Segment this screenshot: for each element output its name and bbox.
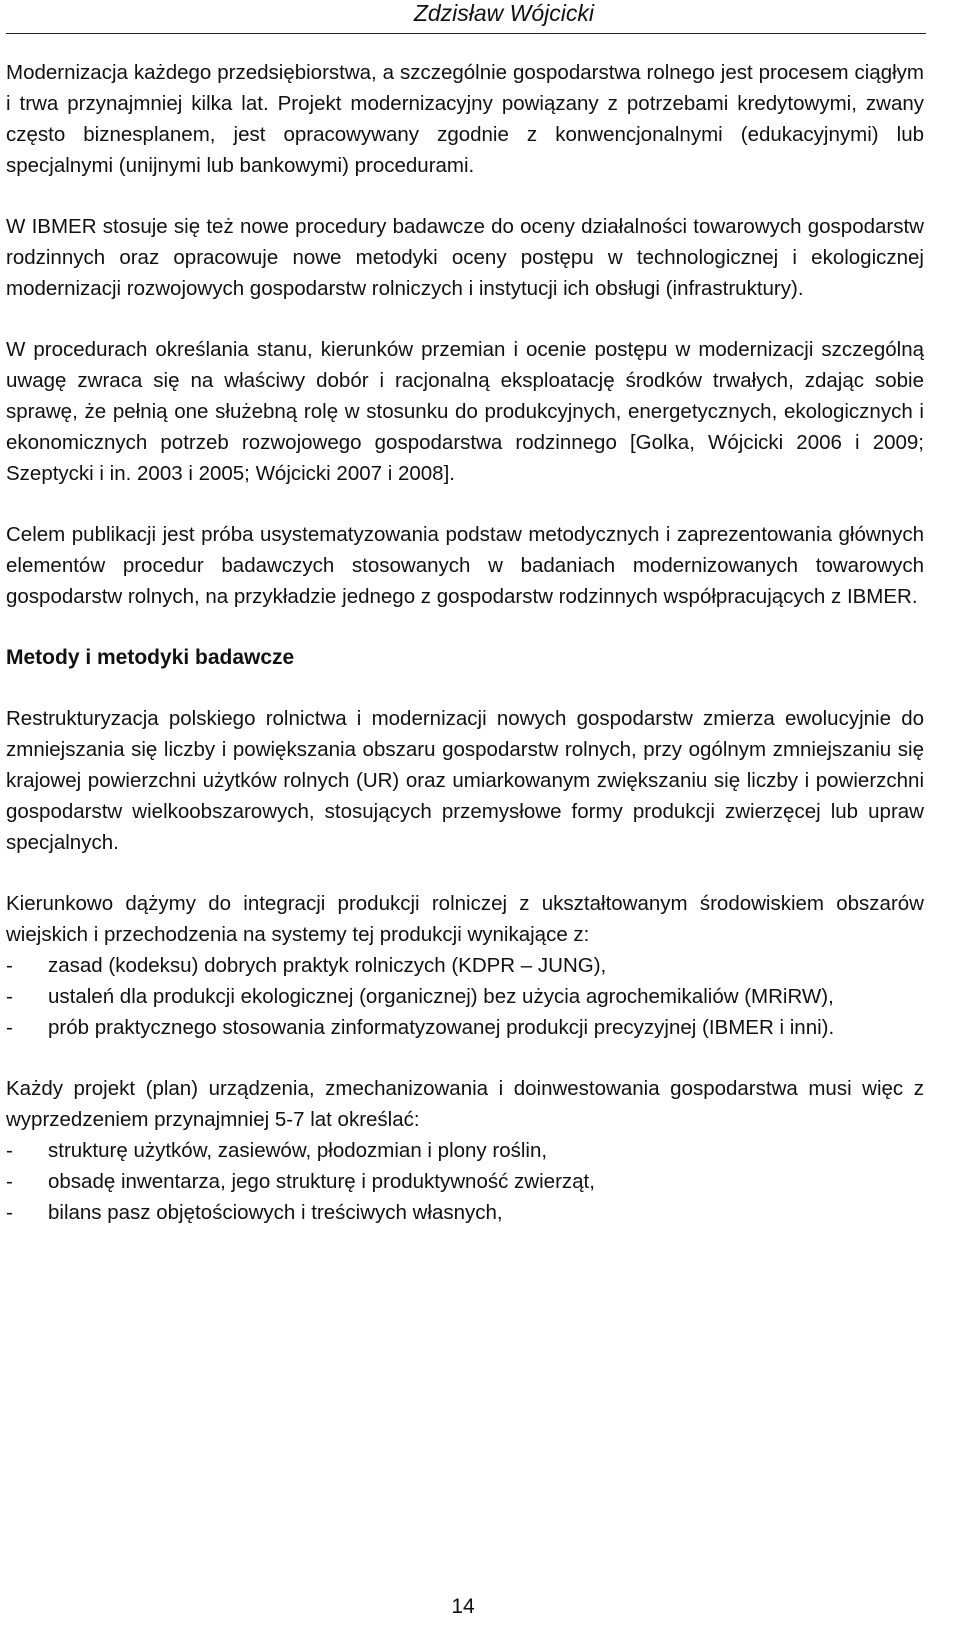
- section-block-3: [6, 1073, 924, 1228]
- list-item: - strukturę użytków, zasiewów, płodozmian i plony roślin,: [6, 1135, 924, 1166]
- list-item: - prób praktycznego stosowania zinformatyzowanej produkcji precyzyjnej (IBMER i inni).: [6, 1012, 924, 1043]
- list-item: - ustaleń dla produkcji ekologicznej (organicznej) bez użycia agrochemikaliów (MRiRW),: [6, 981, 924, 1012]
- running-header: [6, 0, 926, 34]
- body-paragraph-3: W procedurach określania stanu, kierunków przemian i ocenie postępu w modernizacji szczególną uwagę zwraca się na właściwy dobór i racjonalną eksploatację środków trwałych, zdając sobie sprawę, że pełnią one służebną rolę w stosunku do produkcyjnych, energetycznych, ekologicznych i ekonomicznych potrzeb rozwojowego gospodarstwa rodzinnego [Golka, Wójcicki 2006 i 2009; Szeptycki i in. 2003 i 2005; Wójcicki 2007 i 2008].: [6, 338, 924, 485]
- page-body: [6, 57, 924, 1258]
- section-heading: Metody i metodyki badawcze: [6, 646, 295, 669]
- section-paragraph-1: Restrukturyzacja polskiego rolnictwa i modernizacji nowych gospodarstw zmierza ewolucyjnie do zmniejszania się liczby i powiększania obszaru gospodarstw rolnych, przy ogólnym zmniejszaniu się krajowej powierzchni użytków rolnych (UR) oraz umiarkowanym zwiększaniu się liczby i powierzchni gospodarstw wielkoobszarowych, stosujących przemysłowe formy produkcji zwierzęcej lub upraw specjalnych.: [6, 707, 924, 854]
- dash-list-plan-elements: [6, 1135, 924, 1228]
- list-item: - obsadę inwentarza, jego strukturę i produktywność zwierząt,: [6, 1166, 924, 1197]
- dash-list-production-systems: [6, 950, 924, 1043]
- section-paragraph-3: Każdy projekt (plan) urządzenia, zmechanizowania i doinwestowania gospodarstwa musi więc z wyprzedzeniem przynajmniej 5-7 lat określać:: [6, 1077, 924, 1131]
- body-paragraph-4: Celem publikacji jest próba usystematyzowania podstaw metodycznych i zaprezentowania głównych elementów procedur badawczych stosowanych w badaniach modernizowanych towarowych gospodarstw rolnych, na przykładzie jednego z gospodarstw rodzinnych współpracujących z IBMER.: [6, 523, 924, 608]
- body-paragraph-2: W IBMER stosuje się też nowe procedury badawcze do oceny działalności towarowych gospodarstw rodzinnych oraz opracowuje nowe metodyki oceny postępu w technologicznej i ekologicznej modernizacji rozwojowych gospodarstw rolniczych i instytucji ich obsługi (infrastruktury).: [6, 215, 924, 300]
- list-item: - zasad (kodeksu) dobrych praktyk rolniczych (KDPR – JUNG),: [6, 950, 924, 981]
- body-paragraph-1: Modernizacja każdego przedsiębiorstwa, a szczególnie gospodarstwa rolnego jest procesem ciągłym i trwa przynajmniej kilka lat. Projekt modernizacyjny powiązany z potrzebami kredytowymi, zwany często biznesplanem, jest opracowywany zgodnie z konwencjonalnymi (edukacyjnymi) lub specjalnymi (unijnymi lub bankowymi) procedurami.: [6, 61, 924, 177]
- section-paragraph-2: Kierunkowo dążymy do integracji produkcji rolniczej z ukształtowanym środowiskiem obszarów wiejskich i przechodzenia na systemy tej produkcji wynikające z:: [6, 892, 924, 946]
- list-item: - bilans pasz objętościowych i treściwych własnych,: [6, 1197, 924, 1228]
- section-block-2: [6, 888, 924, 1043]
- header-author: Zdzisław Wójcicki: [413, 0, 594, 26]
- page-number: 14: [451, 1595, 475, 1618]
